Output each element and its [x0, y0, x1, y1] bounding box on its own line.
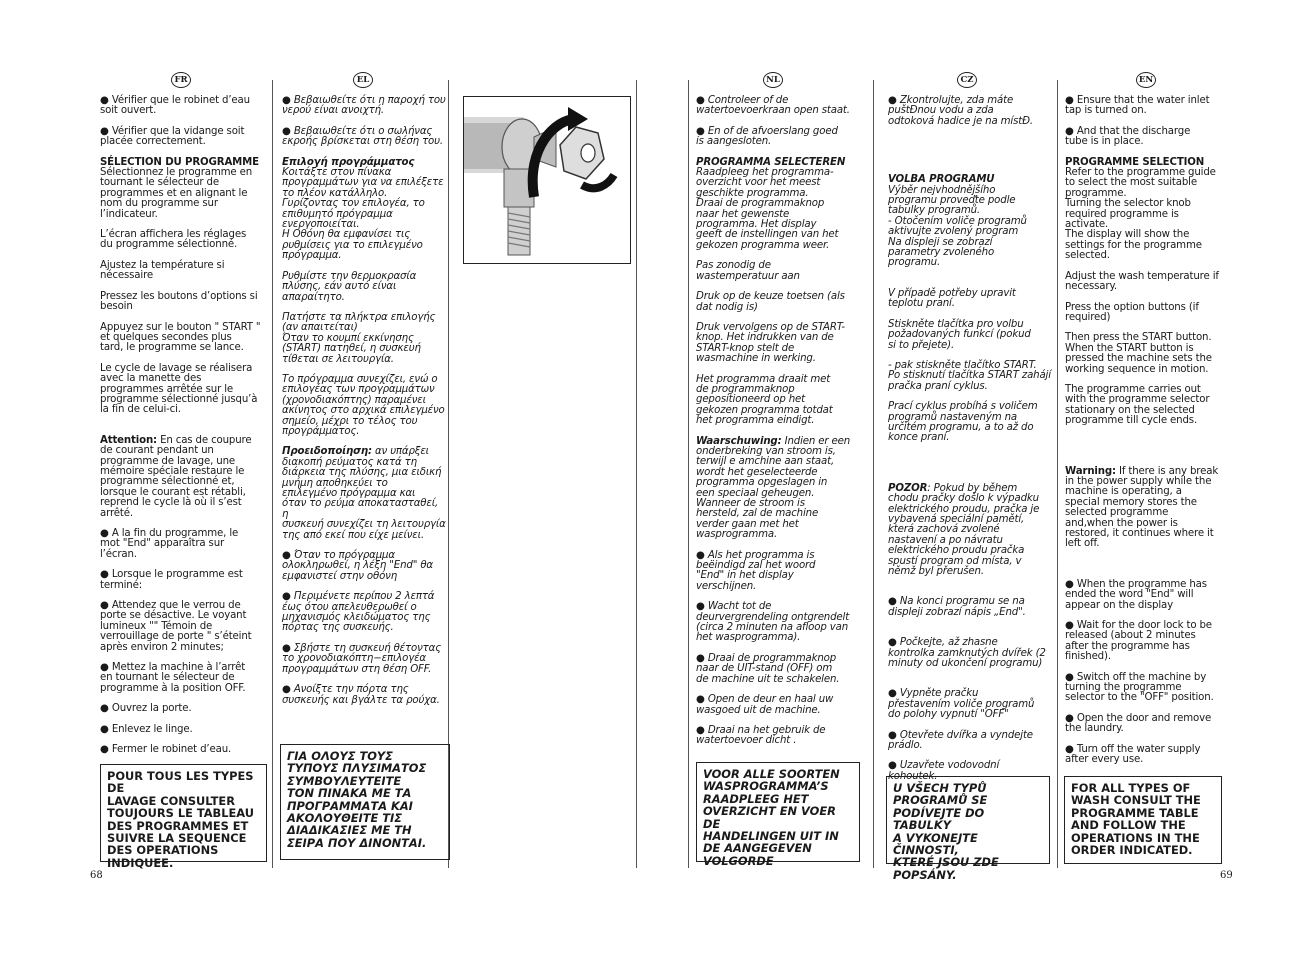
warning-label: Warning:: [1065, 465, 1116, 477]
paragraph: Druk op de keuze toetsen (als dat nodig is): [696, 291, 845, 313]
paragraph: ● Vypněte pračku přestavením voliče programů do polohy vypnutí "OFF": [888, 688, 1035, 721]
divider: [272, 80, 273, 868]
paragraph: ● Switch off the machine by turning the programme selector to the "OFF" position.: [1065, 671, 1214, 704]
section-heading: PROGRAMMA SELECTEREN: [696, 156, 846, 168]
notice-box-nl: VOOR ALLE SOORTEN WASPROGRAMMA’S RAADPLEEG HET OVERZICHT EN VOER DE HANDELINGEN UIT IN DE AANGEGEVEN VOLGORDE: [696, 762, 860, 862]
section-heading: SÉLECTION DU PROGRAMME: [100, 156, 259, 168]
paragraph: Sélectionnez le programme en tournant le sélecteur de programmes et en alignant le nom du programme sur l’indicateur.: [100, 167, 253, 220]
paragraph: The programme carries out with the programme selector stationary on the selected programme till cycle ends.: [1065, 383, 1210, 427]
paragraph: Het programma draait met de programmaknop gepositioneerd op het gekozen programma totdat het programma eindigt.: [696, 373, 833, 427]
paragraph: ● Ανοίξτε την πόρτα της συσκευής και βγάλτε τα ρούχα.: [282, 684, 440, 706]
paragraph: ● Enlevez le linge.: [100, 723, 193, 735]
column-fr: [100, 96, 268, 766]
paragraph: Stiskněte tlačítka pro volbu požadovaných funkcí (pokud si to přejete).: [888, 318, 1031, 351]
notice-box-fr: POUR TOUS LES TYPES DE LAVAGE CONSULTER TOUJOURS LE TABLEAU DES PROGRAMMES ET SUIVRE LA SEQUENCE DES OPERATIONS INDIQUEE.: [100, 764, 267, 862]
paragraph: ● Attendez que le verrou de porte se désactive. Le voyant lumineux "" Témoin de verrouillage de porte " s’éteint après environ 2 minutes;: [100, 600, 252, 653]
lang-badge-nl: NL: [763, 72, 783, 88]
warning-paragraph: [888, 484, 1054, 578]
warning-label: Waarschuwing:: [696, 435, 782, 447]
paragraph: ● Vérifier que la vidange soit placée correctement.: [100, 125, 245, 148]
paragraph: ● And that the discharge tube is in place.: [1065, 125, 1191, 148]
paragraph: ● Na konci programu se na displeji zobrazí nápis „End".: [888, 596, 1026, 618]
paragraph: V případě potřeby upravit teplotu praní.: [888, 287, 1016, 310]
paragraph: ● Uzavřete vodovodní kohoutek.: [888, 760, 1000, 782]
warning-text: : Pokud by během chodu pračky došlo k výpadku elektrického proudu, pračka je vybavená speciální pamětí, která zachová zvolené nastavení a po návratu elektrického proudu pračka spustí program od místa, v němž byl přerušen.: [888, 482, 1040, 577]
paragraph: ● Περιμένετε περίπου 2 λεπτά έως ότου απελευθερωθεί ο μηχανισμός κλειδώματος της πόρτας της συσκευής.: [282, 591, 435, 634]
paragraph: ● Ouvrez la porte.: [100, 703, 192, 715]
warning-paragraph: [696, 437, 866, 541]
water-tap-illustration: [463, 96, 631, 264]
lang-badge-en: EN: [1136, 72, 1156, 88]
notice-box-el: ΓΙΑ ΟΛΟΥΣ ΤΟΥΣ ΤΥΠΟΥΣ ΠΛΥΣΙΜΑΤΟΣ ΣΥΜΒΟΥΛΕΥΤΕΙΤΕ ΤΟΝ ΠΙΝΑΚΑ ΜΕ ΤΑ ΠΡΟΓΡΑΜΜΑΤΑ ΚΑΙ ΑΚΟΛΟΥΘΕΙΤΕ ΤΙΣ ΔΙΑΔΙΚΑΣΙΕΣ ΜΕ ΤΗ ΣΕΙΡΑ ΠΟΥ ΔΙΝΟΝΤΑΙ.: [280, 744, 450, 860]
paragraph: ● Open the door and remove the laundry.: [1065, 712, 1212, 735]
warning-label: Attention:: [100, 434, 157, 446]
paragraph: ● Σβήστε τη συσκευή θέτοντας το χρονοδιακόπτη−επιλογέα προγραμμάτων στη θέση OFF.: [282, 642, 442, 675]
column-cz: [888, 96, 1054, 792]
lang-badge-cz: CZ: [957, 72, 977, 88]
paragraph: L’écran affichera les réglages du programme sélectionné.: [100, 229, 247, 251]
paragraph: ● A la fin du programme, le mot "End" apparaîtra sur l’écran.: [100, 528, 239, 560]
paragraph: ● When the programme has ended the word "End" will appear on the display: [1065, 578, 1207, 611]
paragraph: ● Βεβαιωθείτε ότι η παροχή του νερού είναι ανοιχτή.: [282, 95, 446, 117]
paragraph: ● En of de afvoerslang goed is aangesloten.: [696, 125, 838, 148]
paragraph: Το πρόγραμμα συνεχίζει, ενώ ο επιλογέας των προγραμμάτων (χρονοδιακόπτης) παραμένει ακίνητος στο αρχικά επιλεγμένο σημείο, μέχρι το τέλος του προγράμματος.: [282, 373, 445, 437]
paragraph: ● Βεβαιωθείτε ότι ο σωλήνας εκροής βρίσκεται στη θέση του.: [282, 125, 443, 148]
column-el: [282, 96, 447, 716]
warning-label: Προειδοποίηση:: [282, 446, 372, 458]
warning-paragraph: [100, 436, 268, 519]
divider: [1057, 80, 1058, 868]
paragraph: Appuyez sur le bouton " START " et quelques secondes plus tard, le programme se lance.: [100, 321, 261, 354]
divider: [636, 80, 637, 868]
page-number-right: 69: [1220, 870, 1233, 881]
paragraph: ● Vérifier que le robinet d’eau soit ouvert.: [100, 95, 250, 117]
paragraph: ● Lorsque le programme est terminé:: [100, 569, 243, 591]
notice-box-en: FOR ALL TYPES OF WASH CONSULT THE PROGRAMME TABLE AND FOLLOW THE OPERATIONS IN THE ORDER INDICATED.: [1064, 776, 1222, 864]
divider: [688, 80, 689, 868]
paragraph: ● Mettez la machine à l’arrêt en tournant le sélecteur de programme à la position OFF.: [100, 662, 246, 694]
paragraph: Then press the START button. When the START button is pressed the machine sets the working sequence in motion.: [1065, 332, 1212, 375]
paragraph: ● Wacht tot de deurvergrendeling ontgrendelt (circa 2 minuten na afloop van het wasprogramma).: [696, 601, 850, 644]
section-heading: VOLBA PROGRAMU: [888, 174, 995, 186]
paragraph: Refer to the programme guide to select the most suitable programme. Turning the selector knob required programme is activate. The display will show the settings for the programme selected.: [1065, 167, 1216, 262]
paragraph: Κοιτάξτε στον πίνακα προγραμμάτων για να επιλέξετε το πλέον κατάλληλο. Γυρίζοντας τον επιλογέα, το επιθυμητό πρόγραμμα ενεργοποιείται. Η Οθόνη θα εμφανίσει τις ρυθμίσεις για το επιλεγμένο πρόγραμμα.: [282, 167, 444, 262]
paragraph: ● Otevřete dvířka a vyndejte prádlo.: [888, 729, 1033, 752]
paragraph: ● Turn off the water supply after every use.: [1065, 743, 1201, 766]
warning-paragraph: [1065, 467, 1231, 550]
column-en: [1065, 96, 1231, 776]
divider: [873, 80, 874, 868]
paragraph: Druk vervolgens op de START- knop. Het indrukken van de START-knop stelt de wasmachine in werking.: [696, 321, 845, 365]
paragraph: Ρυθμίστε την θερμοκρασία πλύσης, εάν αυτό είναι απαραίτητο.: [282, 270, 417, 303]
paragraph: Raadpleeg het programma- overzicht voor het meest geschikte programma. Draai de programmaknop naar het gewenste programma. Het display geeft de instellingen van het gekozen programma weer.: [696, 167, 839, 251]
warning-text: Indien er een onderbreking van stroom is, terwijl e amchine aan staat, wordt het geselecteerde programma opgeslagen in een speciaal geheugen. Wanneer de stroom is hersteld, zal de machine verder gaan met het wasprogramma.: [696, 435, 851, 541]
page-number-left: 68: [90, 870, 103, 881]
paragraph: ● Zkontrolujte, zda máte puštĐnou vodu a zda odtoková hadice je na místĐ.: [888, 95, 1033, 127]
paragraph: Πατήστε τα πλήκτρα επιλογής (αν απαιτείται) Όταν το κουμπί εκκίνησης (START) πατηθεί, η συσκευή τίθεται σε λειτουργία.: [282, 311, 436, 365]
section-heading: Επιλογή προγράμματος: [282, 156, 415, 168]
paragraph: Ajustez la température si nécessaire: [100, 259, 225, 282]
paragraph: Le cycle de lavage se réalisera avec la manette des programmes arrêtée sur le programme sélectionné jusqu’à la fin de celui-ci.: [100, 362, 258, 416]
paragraph: ● Open de deur en haal uw wasgoed uit de machine.: [696, 694, 834, 716]
warning-text: En cas de coupure de courant pendant un programme de lavage, une mémoire spéciale restaure le programme sélectionné et, lorsque le courant est rétabli, reprend le cycle là où il s’est arrêté.: [100, 434, 252, 519]
warning-text: αν υπάρξει διακοπή ρεύματος κατά τη διάρκεια της πλύσης, μια ειδική μνήμη αποθηκεύει το επιλεγμένο πρόγραμμα και όταν το ρεύμα αποκατασταθεί, η συσκευή συνεχίζει τη λειτουργία της από εκεί που είχε μείνει.: [282, 446, 446, 541]
paragraph: ● Draai na het gebruik de watertoevoer dicht .: [696, 724, 826, 747]
paragraph: ● Controleer of de watertoevoerkraan open staat.: [696, 95, 850, 117]
paragraph: ● Όταν το πρόγραμμα ολοκληρωθεί, η λέξη "End" θα εμφανιστεί στην οθόνη: [282, 550, 433, 582]
lang-badge-el: EL: [353, 72, 373, 88]
warning-paragraph: [282, 447, 447, 541]
lang-badge-fr: FR: [171, 72, 191, 88]
paragraph: Press the option buttons (if required): [1065, 301, 1199, 323]
paragraph: ● Fermer le robinet d’eau.: [100, 744, 232, 756]
paragraph: ● Počkejte, až zhasne kontrolka zamknutých dvířek (2 minuty od ukončení programu): [888, 637, 1046, 670]
paragraph: Pressez les boutons d’options si besoin: [100, 290, 258, 313]
paragraph: ● Ensure that the water inlet tap is turned on.: [1065, 95, 1210, 117]
paragraph: ● Als het programma is beëindigd zal het woord "End" in het display verschijnen.: [696, 549, 816, 592]
paragraph: Adjust the wash temperature if necessary.: [1065, 270, 1219, 293]
paragraph: Prací cyklus probíhá s voličem programů nastaveným na určitém programu, a to až do konce praní.: [888, 401, 1038, 444]
paragraph: ● Draai de programmaknop naar de UIT-stand (OFF) om de machine uit te schakelen.: [696, 652, 840, 685]
paragraph: ● Wait for the door lock to be released (about 2 minutes after the programme has finished).: [1065, 620, 1212, 663]
warning-text: If there is any break in the power supply while the machine is operating, a special memory stores the selected programme and,when the power is restored, it continues where it left off.: [1065, 465, 1219, 550]
notice-box-cz: U VŠECH TYPŮ PROGRAMŮ SE PODÍVEJTE DO TABULKY A VYKONEJTE ČINNOSTI, KTERÉ JSOU ZDE POPSÁNY.: [886, 776, 1050, 864]
warning-label: POZOR: [888, 482, 928, 494]
water-tap-image: [464, 97, 630, 263]
paragraph: Pas zonodig de wastemperatuur aan: [696, 260, 800, 282]
paragraph: - pak stiskněte tlačítko START. Po stisknutí tlačítka START zahájí pračka praní cyklus.: [888, 359, 1051, 392]
section-heading: PROGRAMME SELECTION: [1065, 156, 1205, 168]
column-nl: [696, 96, 866, 757]
paragraph: Výběr nejvhodnějšího programu proveďte podle tabulky programů. - Otočením voliče programů aktivujte zvolený program Na displeji se zobrazí parametry zvoleného programu.: [888, 184, 1027, 269]
